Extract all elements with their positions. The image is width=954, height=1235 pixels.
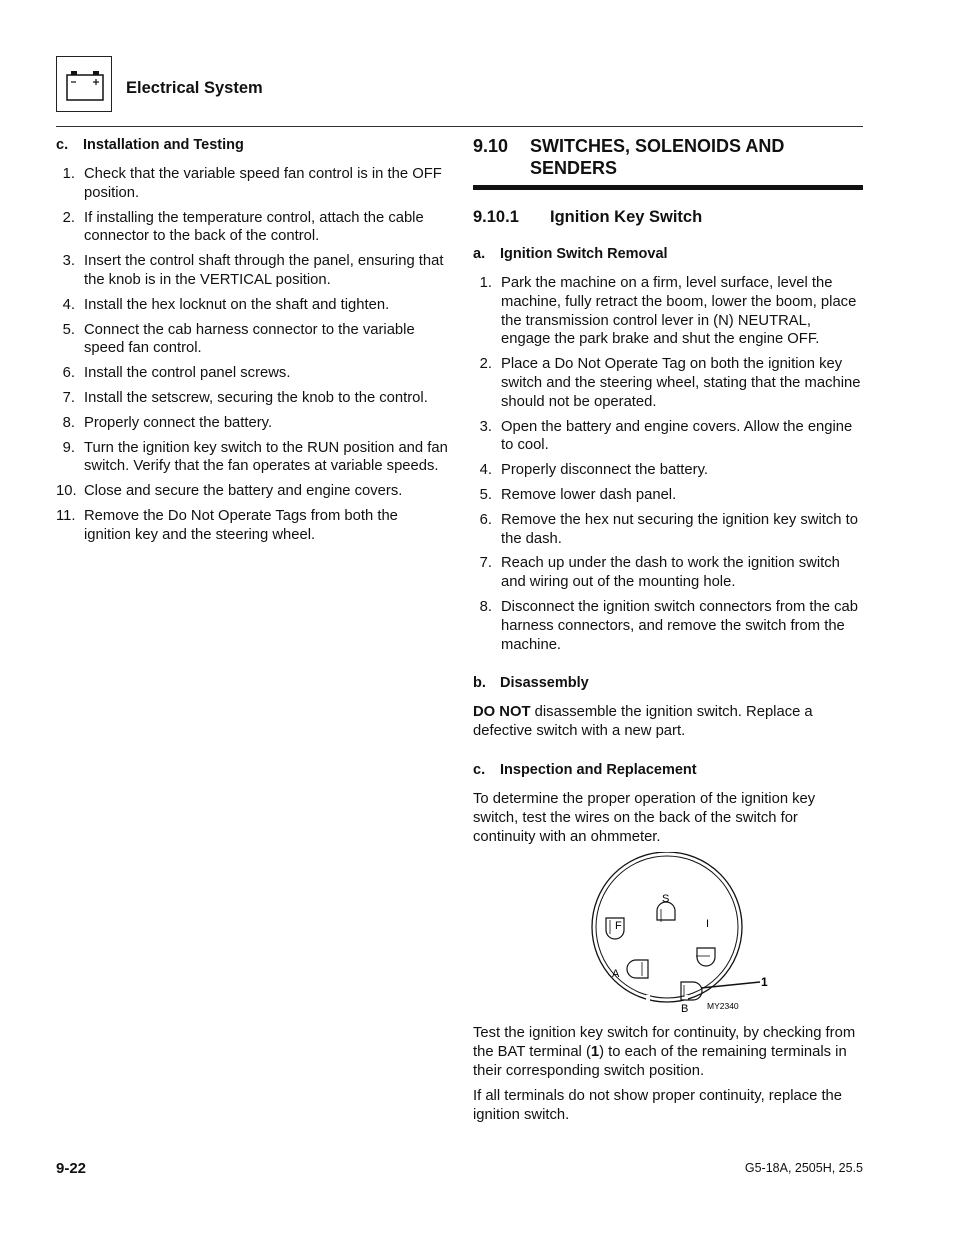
subhead-text: Disassembly [500, 675, 589, 692]
step-text: Properly disconnect the battery. [501, 462, 708, 479]
header-title: Electrical System [126, 79, 263, 97]
list-item [56, 321, 448, 359]
step-number: 2. [62, 209, 75, 226]
step-number: 4. [62, 296, 75, 313]
warning-bold: DO NOT [473, 704, 531, 721]
final-paragraph: If all terminals do not show proper continuity, replace the ignition switch. [473, 1087, 843, 1123]
step-text: Remove the Do Not Operate Tags from both the ignition key and the steering wheel. [84, 507, 398, 543]
step-text: Park the machine on a firm, level surface, level the machine, fully retract the boom, lower the boom, place the transmission control lever in (N) NEUTRAL, engage the park brake and shut the engine OFF. [501, 275, 857, 348]
step-text: Open the battery and engine covers. Allow the engine to cool. [501, 418, 853, 454]
disassembly-paragraph [473, 703, 863, 741]
step-number: 1. [62, 166, 75, 182]
label-s: S [662, 893, 670, 906]
test-text-pre: Test the ignition key switch for continuity, by checking from the BAT terminal ( [473, 1025, 856, 1061]
step-number: 10. [56, 483, 77, 500]
list-item [56, 252, 448, 290]
subhead-letter: c. [56, 137, 69, 153]
step-text: Properly connect the battery. [84, 414, 273, 431]
step-number: 1. [479, 275, 492, 291]
step-number: 4. [479, 462, 492, 479]
subhead-letter: a. [473, 246, 486, 262]
removal-steps [473, 274, 863, 654]
step-number: 6. [62, 365, 75, 382]
step-number: 2. [479, 356, 492, 373]
subhead-text: Inspection and Replacement [500, 761, 697, 778]
step-number: 8. [479, 598, 492, 615]
list-item [473, 274, 863, 349]
list-item [473, 598, 863, 654]
step-text: Remove the hex nut securing the ignition key switch to the dash. [501, 511, 858, 547]
list-item [473, 355, 863, 411]
step-text: Turn the ignition key switch to the RUN position and fan switch. Verify that the fan operates at variable speeds. [84, 439, 448, 475]
step-text: If installing the temperature control, attach the cable connector to the back of the control. [84, 209, 424, 245]
step-text: Insert the control shaft through the panel, ensuring that the knob is in the VERTICAL position. [84, 253, 444, 288]
step-number: 5. [62, 321, 75, 338]
step-number: 7. [62, 389, 75, 406]
subsection-title-text: Ignition Key Switch [550, 208, 703, 226]
inspection-intro: To determine the proper operation of the ignition key switch, test the wires on the back of the switch for continuity with an ohmmeter. [473, 790, 816, 845]
list-item [56, 165, 448, 203]
section-title [473, 135, 863, 179]
subhead-text: Ignition Switch Removal [500, 246, 668, 262]
step-text: Install the setscrew, securing the knob to the control. [84, 389, 428, 406]
step-text: Place a Do Not Operate Tag on both the ignition key switch and the steering wheel, stating that the machine should not be operated. [501, 356, 861, 410]
label-f: F [615, 920, 622, 933]
step-number: 3. [62, 253, 75, 270]
disassembly-subhead [473, 674, 863, 692]
removal-subhead [473, 245, 863, 263]
step-text: Close and secure the battery and engine covers. [84, 483, 403, 500]
list-item [473, 418, 863, 456]
step-number: 3. [479, 418, 492, 435]
step-number: 6. [479, 511, 492, 528]
list-item [473, 554, 863, 592]
left-column [56, 136, 448, 551]
inspection-subhead [473, 761, 863, 779]
battery-icon [57, 57, 113, 113]
figure-code: MY2340 [707, 1001, 739, 1012]
battery-icon-box [56, 56, 112, 112]
list-item [56, 482, 448, 501]
test-text-bold: 1 [590, 1044, 600, 1061]
step-number: 7. [479, 555, 492, 572]
step-text: Install the hex locknut on the shaft and tighten. [84, 296, 390, 313]
subsection-number: 9.10.1 [473, 208, 519, 226]
callout-number: 1 [761, 975, 768, 990]
right-column [473, 134, 863, 1130]
ignition-switch-figure [473, 852, 863, 1012]
disassembly-text: disassemble the ignition switch. Replace a defective switch with a new part. [473, 704, 813, 740]
step-text: Remove lower dash panel. [501, 486, 677, 503]
step-number: 8. [62, 414, 75, 431]
step-text: Disconnect the ignition switch connectors from the cab harness connectors, and remove the switch from the machine. [501, 598, 858, 653]
test-text-post: ) to each of the remaining terminals in their corresponding switch position. [473, 1044, 847, 1079]
section-divider [473, 185, 863, 190]
step-text: Reach up under the dash to work the ignition switch and wiring out of the mounting hole. [501, 555, 840, 591]
step-number: 5. [479, 486, 492, 503]
list-item [473, 511, 863, 549]
subsection-title [473, 208, 863, 227]
header-divider [56, 126, 863, 127]
step-number: 11. [56, 507, 76, 524]
step-text: Check that the variable speed fan control is in the OFF position. [84, 166, 442, 201]
list-item [56, 209, 448, 247]
list-item [473, 486, 863, 505]
ignition-switch-diagram [473, 852, 863, 1012]
subhead-text: Installation and Testing [83, 137, 244, 153]
step-number: 9. [62, 439, 75, 456]
installation-subhead [56, 136, 448, 154]
label-i: I [706, 918, 710, 931]
section-number: 9.10 [473, 136, 509, 156]
list-item [56, 364, 448, 383]
section-title-text: SWITCHES, SOLENOIDS AND SENDERS [530, 136, 785, 178]
list-item [56, 296, 448, 315]
installation-steps [56, 165, 448, 545]
test-paragraph [473, 1024, 863, 1080]
subhead-letter: c. [473, 761, 486, 778]
page-number: 9-22 [56, 1160, 87, 1177]
step-text: Install the control panel screws. [84, 365, 291, 382]
label-b: B [681, 1003, 689, 1013]
step-text: Connect the cab harness connector to the variable speed fan control. [84, 321, 415, 357]
list-item [56, 507, 448, 545]
list-item [56, 414, 448, 433]
subhead-letter: b. [473, 675, 486, 692]
list-item [473, 461, 863, 480]
list-item [56, 439, 448, 477]
label-a: A [612, 968, 620, 981]
document-code: G5-18A, 2505H, 25.5 [744, 1161, 863, 1175]
list-item [56, 389, 448, 408]
